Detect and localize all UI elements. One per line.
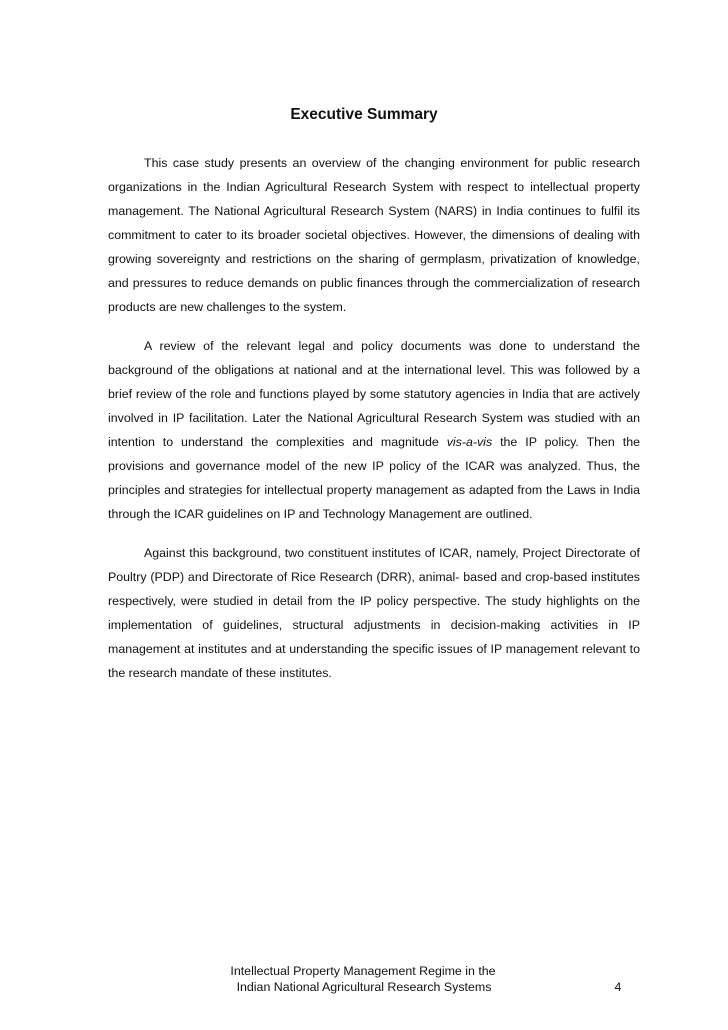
page-number: 4 [614, 980, 622, 994]
paragraph-2-text-end: the IP policy. Then the provisions and governance model of the new IP policy of the ICAR was analyzed. Thus, the principles and strategies for intellectual property management as adapted from the Laws in India through the ICAR guidelines on IP and Technology Management are outlined. [108, 435, 640, 521]
paragraph-2-text-start: A review of the relevant legal and policy documents was done to understand the background of the obligations at national and at the international level. This was followed by a brief review of the role and functions played by some statutory agencies in India that are actively involved in IP facilitation. Later the National Agricultural Research System was studied with an intention to understand the complexities and magnitude [108, 339, 640, 449]
paragraph-3 [108, 541, 640, 685]
paragraph-2 [108, 334, 640, 526]
footer-title-line-1: Intellectual Property Management Regime in the [230, 964, 496, 978]
body-text [108, 151, 640, 700]
paragraph-2-italic-term: vis-a-vis [446, 435, 493, 449]
page-title: Executive Summary [290, 106, 438, 123]
footer-title-line-2: Indian National Agricultural Research Systems [236, 980, 492, 994]
paragraph-1-text: This case study presents an overview of the changing environment for public research organizations in the Indian Agricultural Research System with respect to intellectual property management. The National Agricultural Research System (NARS) in India continues to fulfil its commitment to cater to its broader societal objectives. However, the dimensions of dealing with growing sovereignty and restrictions on the sharing of germplasm, privatization of knowledge, and pressures to reduce demands on public finances through the commercialization of research products are new challenges to the system. [108, 156, 640, 314]
paragraph-1 [108, 151, 640, 319]
paragraph-3-text: Against this background, two constituent institutes of ICAR, namely, Project Directorate of Poultry (PDP) and Directorate of Rice Research (DRR), animal- based and crop-based institutes respectively, were studied in detail from the IP policy perspective. The study highlights on the implementation of guidelines, structural adjustments in decision-making activities in IP management at institutes and at understanding the specific issues of IP management relevant to the research mandate of these institutes. [108, 546, 640, 680]
